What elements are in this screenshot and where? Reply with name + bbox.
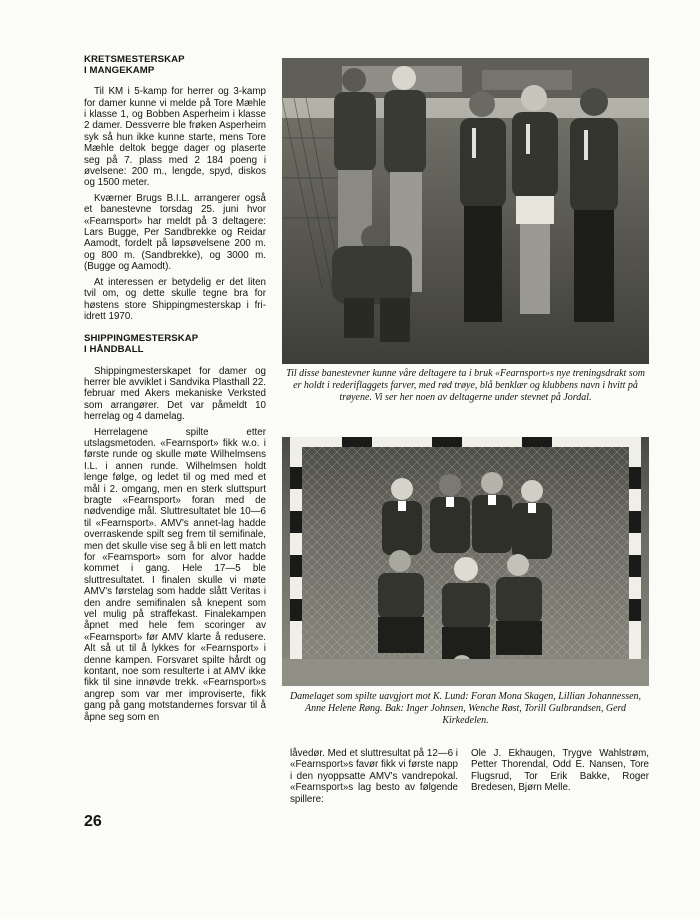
heading-line: SHIPPINGMESTERSKAP: [84, 333, 199, 345]
heading-line: KRETSMESTERSKAP: [84, 54, 185, 65]
paragraph: Herrelagene spilte etter utslagsmetoden. «Fearnsport» fikk w.o. i første runde og skulle møte Wilhelmsens I.L. i annen runde. Wilhelmsen holdt lenge følge, og ledet til og med med et mål i 2. omgang, men en sterk sluttspurt bragte «Fearnsport» foran med de nødvendige mål. Sluttresultatet ble 10—6 til «Fearnsport». AMV's annet-lag hadde overraskende spilt seg frem til semifinale, men det skulle vise seg å bli en lett match for «Fearnsport» som for alvor hadde kommet i gang. Hele 17—5 ble sluttresultatet. I finalen skulle vi møte AMV's førstelag som hadde slått Veritas i den andre semifinalen så knepent som vel mulig på straffekast. Finalekampen åpnet med hele fem scoringer av «Fearnsport» før AMV klarte å redusere. Alt så ut til å lykkes for «Fearnsport» i denne kampen. Forsvaret spilte hårdt og kontant, noe som resulterte i at AMV ikke fikk til sine innøvde trekk. «Fearnsport»s angrep som var mer improviserte, fikk gang på gang motstandernes forsvar til å åpne seg som en: [84, 426, 266, 723]
photo-caption-handball-team: Damelaget som spilte uavgjort mot K. Lund: Foran Mona Skagen, Lillian Johannessen, Anne Helene Røng. Bak: Inger Johnsen, Wenche Røst, Torill Gulbrandsen, Gerd Kirkedelen.: [289, 691, 642, 726]
section-heading-mangekamp: [84, 55, 266, 76]
heading-line: I MANGEKAMP: [84, 64, 155, 76]
continuation-column-right: Ole J. Ekhaugen, Trygve Wahlstrøm, Petter Thorendal, Odd E. Nansen, Tore Flugsrud, Tor Erik Bakke, Roger Bredesen, Bjørn Melle.: [471, 748, 649, 794]
page-number: 26: [84, 813, 102, 830]
section-body-mangekamp: [84, 86, 266, 322]
heading-line: I HÅNDBALL: [84, 343, 144, 355]
continuation-column-middle: låvedør. Med et sluttresultat på 12—6 i «Fearnsport»s favør fikk vi første napp i den nyoppsatte AMV's vandrepokal. «Fearnsport»s lag besto av følgende spillere:: [290, 748, 458, 805]
athletes-photo: [282, 58, 649, 364]
section-heading-handball: [84, 334, 266, 355]
paragraph: Shippingmesterskapet for damer og herrer ble avviklet i Sandvika Plasthall 22. februar med Akers mekaniske Verksted som arrangører. Det var påmeldt 10 herrelag og 4 damelag.: [84, 365, 266, 423]
handball-team-photo: [282, 437, 649, 686]
photo-caption-athletes: Til disse banestevner kunne våre deltagere ta i bruk «Fearnsport»s nye treningsdrakt som er holdt i rederiflaggets farver, med rød trøye, blå benklær og klubbens navn i hvitt på trøyene. Vi ser her noen av deltagerne under stevnet på Jordal.: [286, 368, 645, 403]
section-body-handball: [84, 366, 266, 724]
paragraph: At interessen er betydelig er det liten tvil om, og dette skulle tegne bra for høstens store Shippingmesterskap i fri-idrett 1970.: [84, 276, 266, 322]
paragraph: Til KM i 5-kamp for herrer og 3-kamp for damer kunne vi melde på Tore Mæhle i klasse 1, og Bobben Asperheim i klasse 2 damer. Dessverre ble frøken Asperheim syk så hun ikke kunne starte, mens Tore Mæhle deltok begge dager og plaserte seg på 7. plass med 2 184 poeng i øvelsene: 200 m., lengde, spyd, diskos og 1500 meter.: [84, 86, 266, 189]
left-column: [84, 55, 266, 727]
paragraph: Kværner Brugs B.I.L. arrangerer også et banestevne torsdag 25. juni hvor «Fearnsport» har meldt på 3 deltagere: Lars Bugge, Per Sandbrekke og Reidar Aamodt, fordelt på løpsøvelsene 200 m. og 800 m. (Sandbrekke), og 3000 m. (Bugge og Aamodt).: [84, 192, 266, 273]
